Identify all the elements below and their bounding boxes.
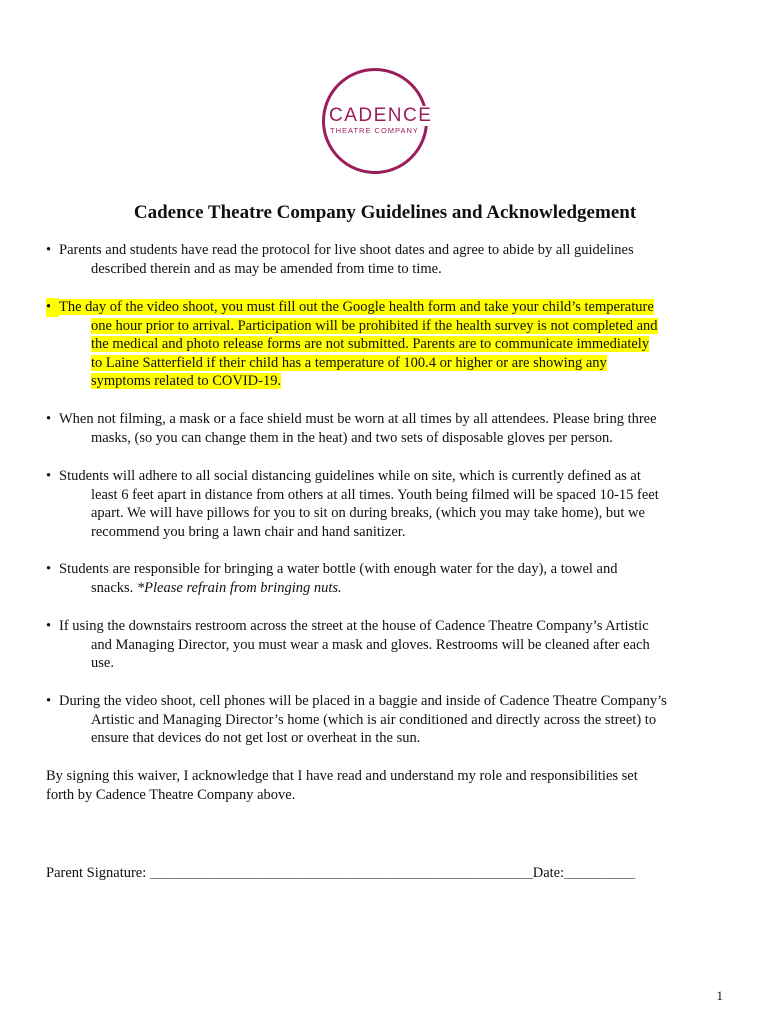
bullet-text: apart. We will have pillows for you to sit on during breaks, (which you may take home), but we [91, 505, 645, 521]
bullet-text: symptoms related to COVID-19. [91, 373, 282, 389]
guideline-bullet-6 [46, 617, 726, 673]
acknowledgement-text: forth by Cadence Theatre Company above. [46, 786, 296, 803]
bullet-text: the medical and photo release forms are not submitted. Parents are to communicate immediately [91, 336, 650, 352]
bullet-text: one hour prior to arrival. Participation will be prohibited if the health survey is not completed and [91, 317, 658, 334]
bullet-text: ensure that devices do not get lost or overheat in the sun. [91, 730, 421, 746]
guideline-bullet-5 [46, 560, 726, 597]
bullet-text: Artistic and Managing Director’s home (which is air conditioned and directly across the street) to [91, 711, 657, 728]
bullet-text: Students are responsible for bringing a water bottle (with enough water for the day), a towel and [59, 561, 618, 577]
parent-signature-label: Parent Signature: [46, 865, 150, 881]
page-title: Cadence Theatre Company Guidelines and Acknowledgement [133, 202, 637, 223]
bullet-marker: • [46, 298, 59, 317]
bullet-marker: • [46, 242, 52, 258]
nuts-warning: *Please refrain from bringing nuts. [136, 579, 342, 596]
bullet-marker: • [46, 618, 52, 634]
logo-subtitle: THEATRE COMPANY [330, 126, 419, 135]
bullet-text: During the video shoot, cell phones will be placed in a baggie and inside of Cadence Theatre Company’s [59, 693, 667, 709]
guideline-bullet-3 [46, 410, 726, 447]
bullet-text: snacks. [91, 579, 137, 596]
bullet-text: described therein and as may be amended from time to time. [91, 260, 442, 277]
bullet-marker: • [46, 561, 52, 577]
bullet-text: When not filming, a mask or a face shield must be worn at all times by all attendees. Please bring three [59, 411, 657, 427]
guideline-bullet-4 [46, 467, 726, 541]
bullet-text: The day of the video shoot, you must fill out the Google health form and take your child’s temperature [59, 299, 654, 315]
bullet-text: recommend you bring a lawn chair and hand sanitizer. [91, 523, 406, 540]
bullet-text: to Laine Satterfield if their child has a temperature of 100.4 or higher or are showing any [91, 354, 607, 371]
bullet-text: use. [91, 655, 114, 671]
parent-signature-field[interactable]: _______________________________________________________________________________________ [149, 869, 533, 880]
date-label: Date: [532, 865, 565, 881]
acknowledgement-paragraph [46, 767, 726, 804]
bullet-text: and Managing Director, you must wear a mask and gloves. Restrooms will be cleaned after each [91, 636, 650, 653]
page-number: 1 [716, 988, 723, 1003]
bullet-marker: • [46, 693, 52, 709]
logo-name: CADENCE [329, 105, 433, 126]
signature-row [46, 864, 635, 885]
bullet-text: Parents and students have read the protocol for live shoot dates and agree to abide by all guidelines [59, 242, 634, 258]
guideline-bullet-2-highlighted [46, 298, 726, 391]
acknowledgement-text: By signing this waiver, I acknowledge that I have read and understand my role and responsibilities set [46, 768, 638, 784]
bullet-text: masks, (so you can change them in the heat) and two sets of disposable gloves per person. [91, 429, 613, 446]
guideline-bullet-7 [46, 692, 726, 748]
guideline-bullet-1 [46, 241, 726, 278]
bullet-text: Students will adhere to all social distancing guidelines while on site, which is currently defined as at [59, 468, 641, 484]
company-logo [322, 68, 432, 178]
bullet-text: least 6 feet apart in distance from others at all times. Youth being filmed will be spaced 10-15 feet [91, 486, 659, 503]
bullet-text: If using the downstairs restroom across the street at the house of Cadence Theatre Company’s Artistic [59, 618, 649, 634]
date-field[interactable]: ________________ [564, 869, 635, 880]
bullet-marker: • [46, 411, 52, 427]
bullet-marker: • [46, 468, 52, 484]
